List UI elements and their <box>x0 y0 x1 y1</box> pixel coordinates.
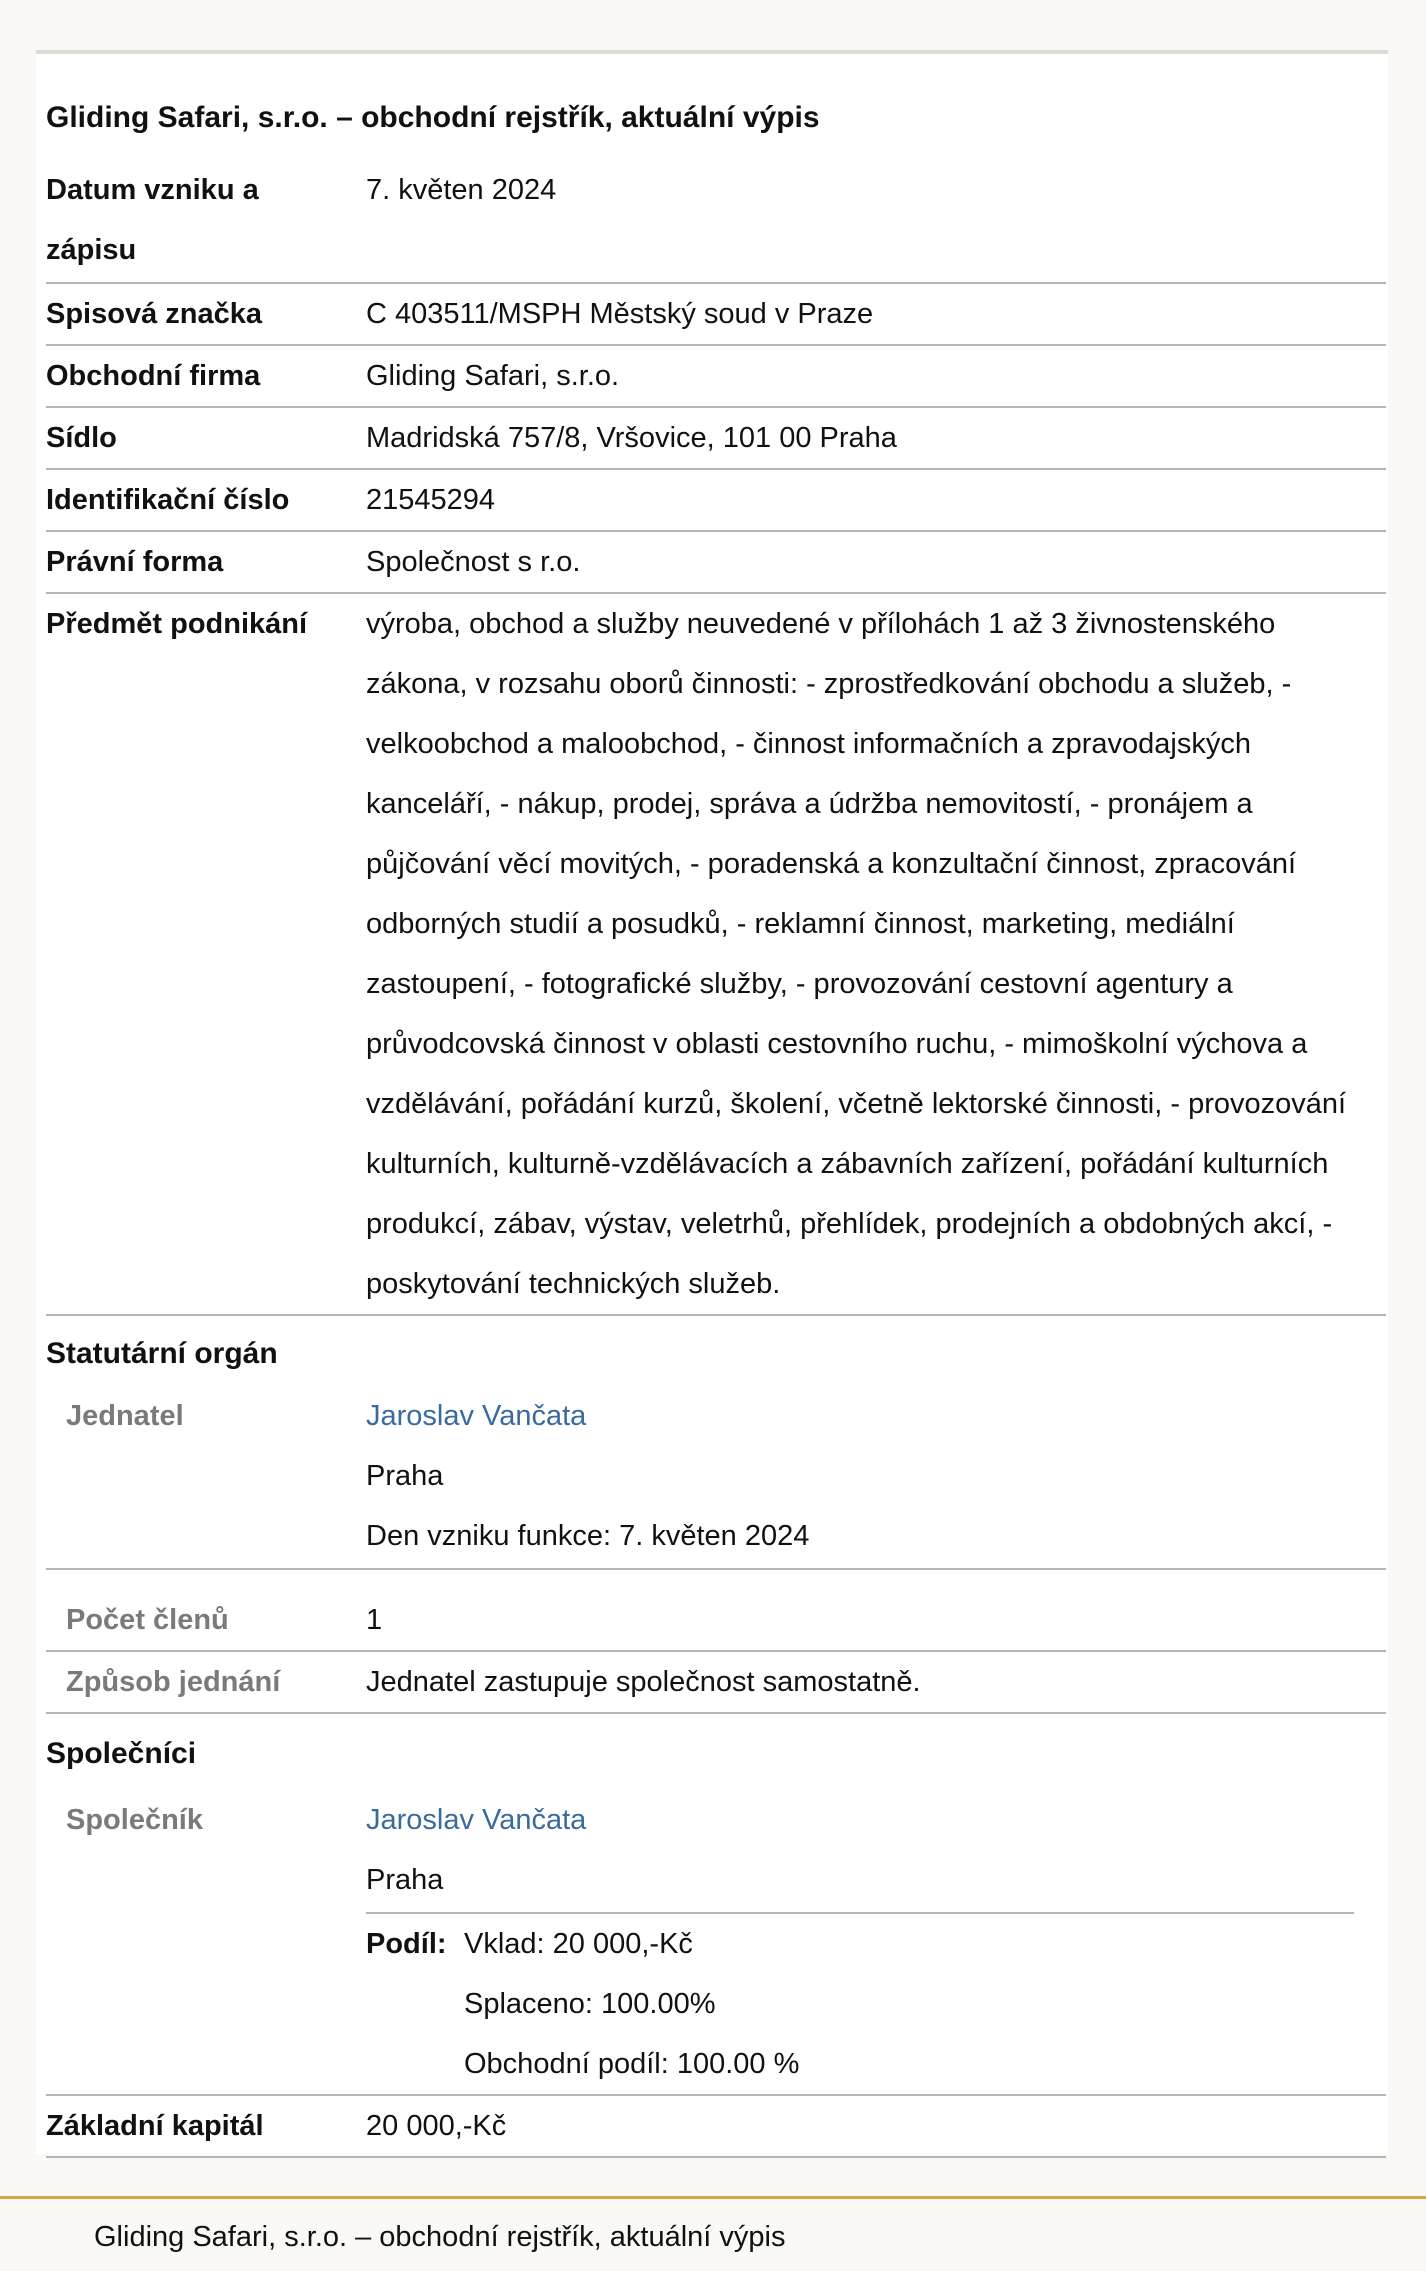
function-since: Den vzniku funkce: 7. květen 2024 <box>366 1520 810 1552</box>
row-label: Společník <box>66 1804 203 1836</box>
row-obchodni-firma <box>46 346 1386 408</box>
podil-label: Podíl: <box>366 1928 447 1960</box>
row-value: Madridská 757/8, Vršovice, 101 00 Praha <box>366 422 897 454</box>
text-line: kanceláří, - nákup, prodej, správa a údržba nemovitostí, - pronájem a <box>366 788 1253 820</box>
row-identifikacni-cislo <box>46 470 1386 532</box>
text-line: odborných studií a posudků, - reklamní činnost, marketing, mediální <box>366 908 1235 940</box>
row-label: Základní kapitál <box>46 2110 264 2142</box>
row-spolecnik <box>46 1790 1386 2096</box>
podil-vklad: Vklad: 20 000,-Kč <box>464 1928 693 1960</box>
row-label <box>46 160 356 280</box>
row-zpusob-jednani <box>46 1652 1386 1714</box>
row-value <box>366 594 1386 1314</box>
row-value <box>366 1790 1386 1910</box>
row-pocet-clenu <box>46 1590 1386 1652</box>
text-line: kulturních, kulturně-vzdělávacích a zábavních zařízení, pořádání kulturních <box>366 1148 1329 1180</box>
row-label: Předmět podnikání <box>46 608 308 640</box>
row-zakladni-kapital <box>46 2096 1386 2158</box>
row-sidlo <box>46 408 1386 470</box>
footer <box>0 2196 1426 2271</box>
row-label: Právní forma <box>46 546 224 578</box>
text-line: průvodcovská činnost v oblasti cestovního ruchu, - mimoškolní výchova a <box>366 1028 1308 1060</box>
row-label: Identifikační číslo <box>46 484 290 516</box>
podil-obchodni-podil: Obchodní podíl: 100.00 % <box>464 2048 800 2080</box>
row-label: Sídlo <box>46 422 117 454</box>
row-label-line-1: Datum vzniku a <box>46 174 259 206</box>
page-title: Gliding Safari, s.r.o. – obchodní rejstřík, aktuální výpis <box>46 101 820 134</box>
row-datum-vzniku <box>46 160 1386 284</box>
row-label: Počet členů <box>66 1604 229 1636</box>
text-line: půjčování věcí movitých, - poradenská a konzultační činnost, zpracování <box>366 848 1297 880</box>
person-link[interactable]: Jaroslav Vančata <box>366 1400 587 1432</box>
text-line: poskytování technických služeb. <box>366 1268 781 1300</box>
row-pravni-forma <box>46 532 1386 594</box>
registry-extract-card <box>36 50 1388 2154</box>
row-label: Jednatel <box>66 1400 184 1432</box>
person-city: Praha <box>366 1460 444 1492</box>
footer-text: Gliding Safari, s.r.o. – obchodní rejstřík, aktuální výpis <box>94 2221 786 2253</box>
row-label-line-2: zápisu <box>46 234 137 266</box>
person-link[interactable]: Jaroslav Vančata <box>366 1804 587 1836</box>
podil-splaceno: Splaceno: 100.00% <box>464 1988 716 2020</box>
row-value: Gliding Safari, s.r.o. <box>366 360 620 392</box>
text-line: výroba, obchod a služby neuvedené v přílohách 1 až 3 živnostenského <box>366 608 1276 640</box>
row-label: Způsob jednání <box>66 1666 281 1698</box>
person-city: Praha <box>366 1864 444 1896</box>
row-value <box>366 1386 1386 1566</box>
row-value: Společnost s r.o. <box>366 546 581 578</box>
row-value: 1 <box>366 1604 383 1636</box>
row-label: Obchodní firma <box>46 360 261 392</box>
row-jednatel <box>46 1386 1386 1570</box>
text-line: vzdělávání, pořádání kurzů, školení, včetně lektorské činnosti, - provozování <box>366 1088 1347 1120</box>
row-predmet-podnikani <box>46 594 1386 1316</box>
row-value: 21545294 <box>366 484 496 516</box>
text-line: zákona, v rozsahu oborů činnosti: - zprostředkování obchodu a služeb, - <box>366 668 1292 700</box>
row-value: 20 000,-Kč <box>366 2110 507 2142</box>
row-label: Spisová značka <box>46 298 262 330</box>
row-value: 7. květen 2024 <box>366 174 557 206</box>
row-spisova-znacka <box>46 284 1386 346</box>
text-line: zastoupení, - fotografické služby, - provozování cestovní agentury a <box>366 968 1233 1000</box>
section-heading-spolecnici: Společníci <box>46 1737 197 1770</box>
row-value: C 403511/MSPH Městský soud v Praze <box>366 298 874 330</box>
text-line: velkoobchod a maloobchod, - činnost informačních a zpravodajských <box>366 728 1251 760</box>
text-line: produkcí, zábav, výstav, veletrhů, přehlídek, prodejních a obdobných akcí, - <box>366 1208 1333 1240</box>
row-value: Jednatel zastupuje společnost samostatně. <box>366 1666 921 1698</box>
section-heading-statutarni: Statutární orgán <box>46 1337 278 1370</box>
